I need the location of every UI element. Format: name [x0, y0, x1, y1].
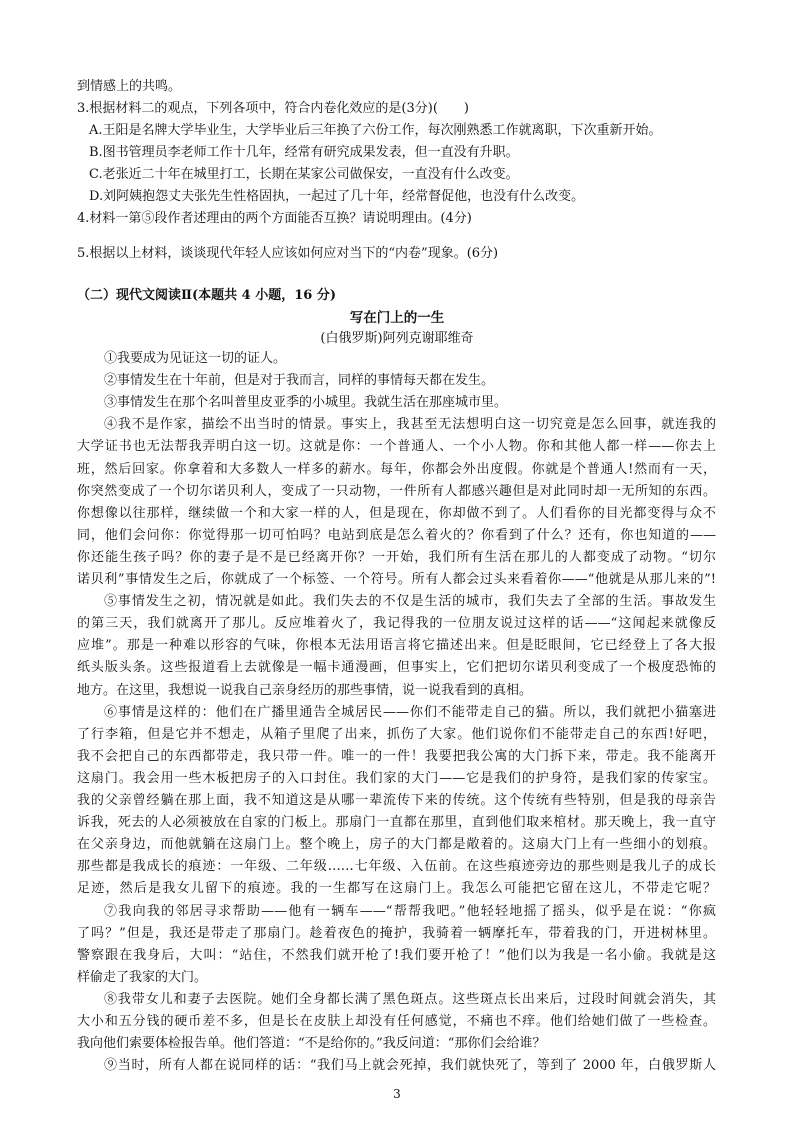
article-line: 大小和五分钱的硬币差不多，但是长在皮肤上却没有任何感觉，不痛也不痒。他们给她们做了一些检查。	[77, 1014, 716, 1029]
article-line: 地方。在这里，我想说一说我自己亲身经历的那些事情，说一说我看到的真相。	[77, 683, 533, 698]
article-line: 应堆”。那是一种难以形容的气味，你根本无法用语言将它描述出来。但是眨眼间，它已经登上了各大报	[77, 638, 716, 653]
article-line: 那些都是我成长的痕迹：一年级、二年级……七年级、入伍前。在这些痕迹旁边的那些则是我儿子的成长	[77, 859, 716, 874]
article-line: 同，他们会问你：你觉得那一切可怕吗？电站到底是怎么着火的？你看到了什么？还有，你也知道的——	[77, 528, 716, 543]
article-line: ①我要成为见证这一切的证人。	[104, 351, 287, 366]
article-line: 了吗？”但是，我还是带走了那扇门。趁着夜色的掩护，我骑着一辆摩托车，带着我的门，开进树林里。	[77, 926, 716, 941]
article-line: 我不会把自己的东西都带走，我只带一件。唯一的一件！我要把我公寓的大门拆下来，带走。我不能离开	[77, 749, 716, 764]
article-line: ⑤事情发生之初，情况就是如此。我们失去的不仅是生活的城市，我们失去了全部的生活。事故发生	[104, 594, 716, 609]
section-heading: （二）现代文阅读Ⅱ(本题共 4 小题，16 分)	[77, 288, 336, 303]
article-line: ⑦我向我的邻居寻求帮助——他有一辆车——“帮帮我吧。”他轻轻地摇了摇头，似乎是在说：“你疯	[104, 904, 716, 919]
article-line: 你突然变成了一个切尔诺贝利人，变成了一只动物，一件所有人都感兴趣但是对此同时却一无所知的东西。	[77, 484, 716, 499]
article-line: 这扇门。我会用一些木板把房子的入口封住。我们家的大门——它是我们的护身符，是我们家的传家宝。	[77, 771, 716, 786]
question-5: 5.根据以上材料，谈谈现代年轻人应该如何应对当下的“内卷”现象。(6分)	[77, 246, 499, 261]
question-3-option: B.图书管理员李老师工作十几年，经常有研究成果发表，但一直没有升职。	[89, 145, 519, 160]
article-line: ④我不是作家，描绘不出当时的情景。事实上，我甚至无法想明白这一切究竟是怎么回事，就连我的	[104, 417, 716, 432]
article-line: ⑧我带女儿和妻子去医院。她们全身都长满了黑色斑点。这些斑点长出来后，过段时间就会消失，其	[104, 992, 716, 1007]
article-line: 足迹，然后是我女儿留下的痕迹。我的一生都写在这扇门上。我怎么可能把它留在这儿，不带走它呢？	[77, 881, 716, 896]
article-line: 班，然后回家。你拿着和大多数人一样多的薪水。每年，你都会外出度假。你就是个普通人!然而有一天，	[77, 462, 716, 477]
article-line: 我向他们索要体检报告单。他们答道：“不是给你的。”我反问道：“那你们会给谁？	[77, 1036, 546, 1051]
continuation-line: 到情感上的共鸣。	[77, 79, 182, 94]
article-title: 写在门上的一生	[349, 310, 445, 326]
article-line: 你想像以往那样，继续做一个和大家一样的人，但是现在，你却做不到了。人们看你的目光都变得与众不	[77, 506, 716, 521]
article-author: (白俄罗斯)阿列克谢耶维奇	[320, 331, 474, 346]
article-line: 的第三天，我们就离开了那儿。反应堆着火了，我记得我的一位朋友说过这样的话——“这闻起来就像反	[77, 616, 716, 631]
article-line: 诉我，死去的人必须被放在自家的门板上。那扇门一直都在那里，直到他们取来棺材。那天晚上，我一直守	[77, 815, 716, 830]
question-3-option: D.刘阿姨抱怨丈夫张先生性格固执，一起过了几十年，经常督促他，也没有什么改变。	[89, 189, 585, 204]
question-3-stem: 3.根据材料二的观点，下列各项中，符合内卷化效应的是(3分)( )	[77, 101, 469, 116]
article-line: ⑥事情是这样的：他们在广播里通告全城居民——你们不能带走自己的猫。所以，我们就把小猫塞进	[104, 705, 716, 720]
question-3-option: A.王阳是名牌大学毕业生，大学毕业后三年换了六份工作，每次刚熟悉工作就离职，下次重新开始。	[89, 123, 662, 138]
page-number: 3	[393, 1087, 401, 1101]
article-line: 你还能生孩子吗？你的妻子是不是已经离开你？一开始，我们所有生活在那儿的人都变成了动物。“切尔	[77, 550, 716, 565]
article-line: 了行李箱，但是它并不想走，从箱子里爬了出来，抓伤了大家。他们说你们不能带走自己的东西!好吧，	[77, 727, 716, 742]
article-line: 纸头版头条。这些报道看上去就像是一幅卡通漫画，但事实上，它们把切尔诺贝利变成了一个极度恐怖的	[77, 660, 716, 675]
article-line: 样偷走了我家的大门。	[77, 970, 208, 985]
article-line: 大学证书也无法帮我弄明白这一切。这就是你：一个普通人、一个小人物。你和其他人都一样——你去上	[77, 439, 716, 454]
article-line: 在父亲身边，而他就躺在这扇门上。整个晚上，房子的大门都是敞着的。这扇大门上有一些细小的划痕。	[77, 837, 716, 852]
article-line: ②事情发生在十年前，但是对于我而言，同样的事情每天都在发生。	[104, 373, 495, 388]
article-line: 诺贝利”事情发生之后，你就成了一个标签、一个符号。所有人都会过头来看着你——“他就是从那儿来的”!	[77, 572, 716, 587]
article-line: 我的父亲曾经躺在那上面，我不知道这是从哪一辈流传下来的传统。这个传统有些特别，但是我的母亲告	[77, 793, 716, 808]
question-4: 4.材料一第⑤段作者述理由的两个方面能否互换？请说明理由。(4分)	[77, 211, 472, 226]
article-line: 警察跟在我身后，大叫：“站住，不然我们就开枪了!我们要开枪了！”他们以为我是一名小偷。我就是这	[77, 948, 716, 963]
question-3-option: C.老张近二十年在城里打工，长期在某家公司做保安，一直没有什么改变。	[89, 167, 519, 182]
article-line: ⑨当时，所有人都在说同样的话：“我们马上就会死掉，我们就快死了，等到了 2000 年，白俄罗斯人	[104, 1058, 716, 1073]
article-line: ③事情发生在那个名叫普里皮亚季的小城里。我就生活在那座城市里。	[104, 395, 508, 410]
